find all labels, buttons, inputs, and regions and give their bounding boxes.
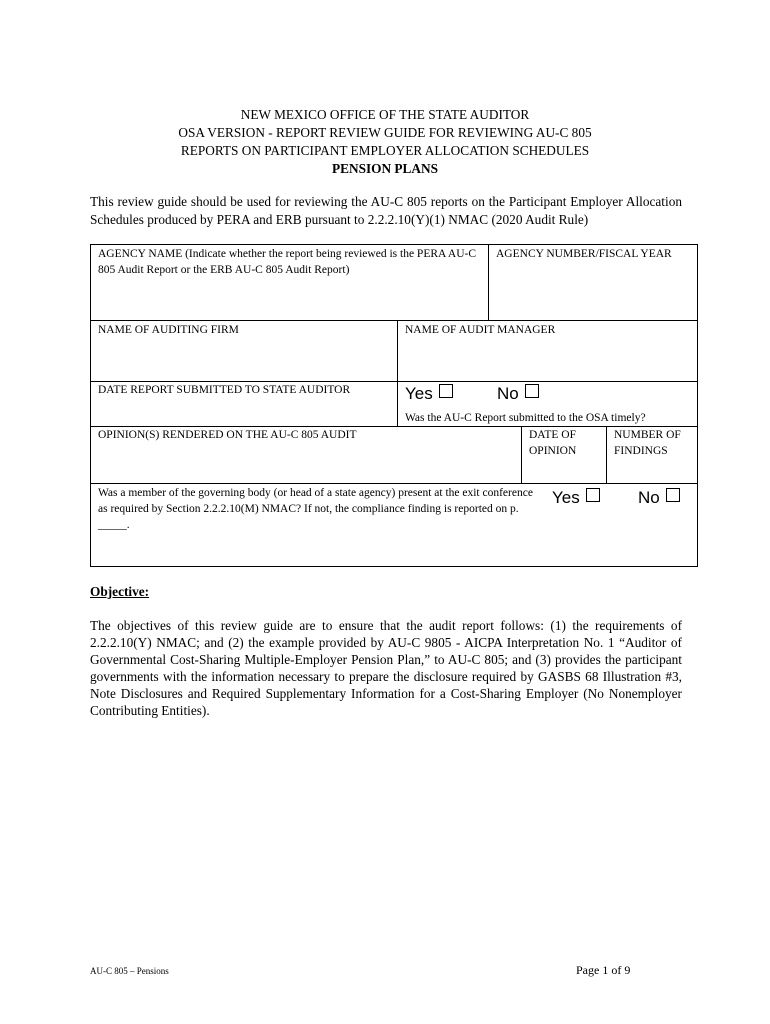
auditing-firm-label: NAME OF AUDITING FIRM xyxy=(98,324,239,336)
objective-heading: Objective: xyxy=(90,584,150,599)
row-divider xyxy=(91,483,697,484)
exit-yes-option[interactable] xyxy=(552,488,600,506)
title-line-2: OSA VERSION - REPORT REVIEW GUIDE FOR REVIEWING AU-C 805 xyxy=(178,125,592,140)
column-divider xyxy=(606,426,607,483)
exit-no-option[interactable] xyxy=(638,488,680,506)
agency-name-field[interactable] xyxy=(98,246,483,278)
column-divider xyxy=(397,320,398,381)
yes-checkbox[interactable] xyxy=(586,488,600,502)
opinions-field[interactable] xyxy=(98,427,518,443)
opinions-label: OPINION(S) RENDERED ON THE AU-C 805 AUDIT xyxy=(98,429,357,441)
audit-manager-field[interactable] xyxy=(405,322,695,338)
date-submitted-field[interactable] xyxy=(98,382,393,398)
footer-document-name: AU-C 805 – Pensions xyxy=(90,966,169,976)
yes-checkbox[interactable] xyxy=(439,384,453,398)
agency-number-label: AGENCY NUMBER/FISCAL YEAR xyxy=(496,248,672,260)
yes-label: Yes xyxy=(552,488,580,507)
title-line-1: NEW MEXICO OFFICE OF THE STATE AUDITOR xyxy=(240,107,530,122)
no-checkbox[interactable] xyxy=(525,384,539,398)
yes-label: Yes xyxy=(405,384,433,403)
title-line-3: REPORTS ON PARTICIPANT EMPLOYER ALLOCATION SCHEDULES xyxy=(180,143,590,158)
number-of-findings-field[interactable] xyxy=(614,427,694,459)
no-checkbox[interactable] xyxy=(666,488,680,502)
document-title xyxy=(0,106,770,178)
timely-yes-option[interactable] xyxy=(405,384,453,402)
audit-manager-label: NAME OF AUDIT MANAGER xyxy=(405,324,556,336)
column-divider xyxy=(397,381,398,426)
title-line-4: PENSION PLANS xyxy=(331,161,439,176)
no-label: No xyxy=(638,488,660,507)
row-divider xyxy=(91,320,697,321)
column-divider xyxy=(488,245,489,320)
exit-conference-question: Was a member of the governing body (or head of a state agency) present at the exit conference as required by Section 2.2.2.10(M) NMAC? If not, the compliance finding is reported on p. _____. xyxy=(98,487,533,531)
review-form-table xyxy=(90,244,698,567)
footer-page-number: Page 1 of 9 xyxy=(576,963,631,977)
number-of-findings-label: NUMBER OF FINDINGS xyxy=(614,429,681,457)
date-submitted-label: DATE REPORT SUBMITTED TO STATE AUDITOR xyxy=(98,384,351,396)
date-of-opinion-field[interactable] xyxy=(529,427,599,459)
no-label: No xyxy=(497,384,519,403)
timely-question: Was the AU-C Report submitted to the OSA timely? xyxy=(405,412,646,424)
timely-no-option[interactable] xyxy=(497,384,539,402)
date-of-opinion-label: DATE OF OPINION xyxy=(529,429,577,457)
agency-name-label: AGENCY NAME (Indicate whether the report being reviewed is the PERA AU-C 805 Audit Report or the ERB AU-C 805 Audit Report) xyxy=(98,248,477,276)
column-divider xyxy=(521,426,522,483)
agency-number-field[interactable] xyxy=(496,246,696,262)
objective-paragraph: The objectives of this review guide are to ensure that the audit report follows: (1) the requirements of 2.2.2.10(Y) NMAC; and (2) the example provided by AU-C 9805 - AICPA Interpretation No. 1 “Auditor of Governmental Cost-Sharing Multiple-Employer Pension Plan,” to AU-C 805; and (3) provides the participant governments with the information necessary to prepare the disclosure required by GASBS 68 Illustration #3, Note Disclosures and Required Supplementary Information for a Cost-Sharing Employer (No Nonemployer Contributing Entities). xyxy=(90,618,682,718)
auditing-firm-field[interactable] xyxy=(98,322,393,338)
intro-paragraph: This review guide should be used for reviewing the AU-C 805 reports on the Participant Employer Allocation Schedules produced by PERA and ERB pursuant to 2.2.2.10(Y)(1) NMAC (2020 Audit Rule) xyxy=(90,194,682,227)
